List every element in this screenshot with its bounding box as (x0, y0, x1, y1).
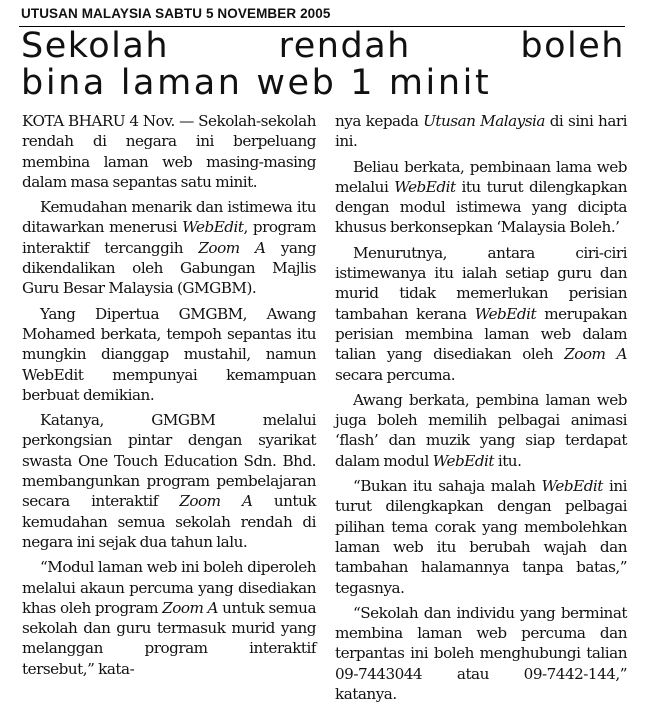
article-headline (21, 28, 625, 102)
paragraph-text: KOTA BHARU 4 Nov. — Sekolah-sekolah rendah di negara ini berpeluang membina laman web masing-masing dalam masa sepantas satu minit. (22, 112, 316, 191)
article-paragraph (22, 197, 316, 298)
headline-word: Sekolah (21, 26, 170, 66)
paragraph-text: secara percuma. (335, 365, 456, 384)
paragraph-text: , program interaktif tercanggih (22, 218, 316, 257)
headline-line-1 (21, 28, 625, 65)
article-paragraph (335, 390, 627, 471)
paragraph-text: Awang berkata, pembina laman web juga boleh memilih pelbagai animasi ‘flash’ dan muzik yang siap terdapat dalam modul (335, 390, 627, 470)
italic-text: Zoom A (179, 492, 253, 511)
article-paragraph (335, 476, 627, 598)
italic-text: Zoom A (564, 345, 627, 364)
article-paragraph (22, 557, 316, 679)
article-paragraph (22, 304, 316, 405)
headline-word: boleh (520, 26, 625, 66)
paragraph-text: “Sekolah dan individu yang berminat membina laman web percuma dan terpantas ini boleh menghubungi talian 09-7443044 atau 09-7442-144,” katanya. (335, 603, 627, 704)
paragraph-text: nya kepada (335, 112, 424, 130)
article-paragraph (335, 243, 627, 385)
article-paragraph (335, 157, 627, 238)
paragraph-text: yang dikendalikan oleh Gabungan Majlis Guru Besar Malaysia (GMGBM). (22, 238, 316, 298)
article-column-right (335, 111, 627, 704)
paragraph-text: untuk kemudahan semua sekolah rendah di negara ini sejak dua tahun lalu. (22, 492, 316, 551)
headline-word: rendah (278, 26, 411, 66)
article-paragraph (22, 410, 316, 552)
italic-text: WebEdit (182, 218, 244, 237)
paragraph-text: di sini hari ini. (335, 112, 627, 151)
paragraph-text: itu. (494, 451, 522, 470)
paragraph-text: Menurutnya, antara ciri-ciri istimewanya itu ialah setiap guru dan murid tidak memerlukan perisian tambahan kerana (335, 243, 627, 323)
italic-text: Zoom A (162, 598, 219, 617)
italic-text: WebEdit (432, 451, 495, 470)
paragraph-text: ini turut dilengkapkan dengan pelbagai pilihan tema corak yang membolehkan laman web itu berubah wajah dan tambahan halamannya tanpa batas,” tegasnya. (335, 477, 627, 597)
paragraph-text: “Bukan itu sahaja malah (353, 477, 542, 496)
italic-text: WebEdit (394, 177, 456, 196)
paragraph-text: Beliau berkata, pembinaan lama web melalui (335, 157, 627, 196)
paragraph-text: Katanya, GMGBM melalui perkongsian pintar dengan syarikat swasta One Touch Education Sdn. Bhd. membangunkan program pembelajaran secara interaktif (22, 411, 316, 511)
paragraph-text: merupakan perisian membina laman web dalam talian yang disediakan oleh (335, 304, 628, 364)
paragraph-text: Yang Dipertua GMGBM, Awang Mohamed berkata, tempoh sepantas itu mungkin dianggap mustahil, namun WebEdit mempunyai kemampuan berbuat demikian. (22, 304, 316, 404)
masthead-dateline: UTUSAN MALAYSIA SABTU 5 NOVEMBER 2005 (21, 6, 331, 21)
paragraph-text: untuk semua sekolah dan guru termasuk murid yang melanggan program interaktif tersebut,” kata- (22, 598, 316, 678)
paragraph-text: “Modul laman web ini boleh diperoleh melalui akaun percuma yang disediakan khas oleh program (22, 558, 316, 617)
italic-text: Utusan Malaysia (423, 112, 545, 130)
headline-line-2: bina laman web 1 minit (21, 63, 492, 103)
article-paragraph (335, 603, 627, 704)
italic-text: WebEdit (541, 477, 603, 496)
italic-text: Zoom A (198, 238, 266, 257)
paragraph-text: itu turut dilengkapkan dengan modul istimewa yang dicipta khusus berkonsepkan ‘Malaysia Boleh.’ (335, 177, 627, 237)
italic-text: WebEdit (474, 304, 537, 323)
paragraph-text: Kemudahan menarik dan istimewa itu ditawarkan menerusi (22, 198, 316, 237)
article-paragraph (22, 111, 316, 192)
article-column-left (22, 111, 316, 679)
article-paragraph (335, 111, 627, 152)
